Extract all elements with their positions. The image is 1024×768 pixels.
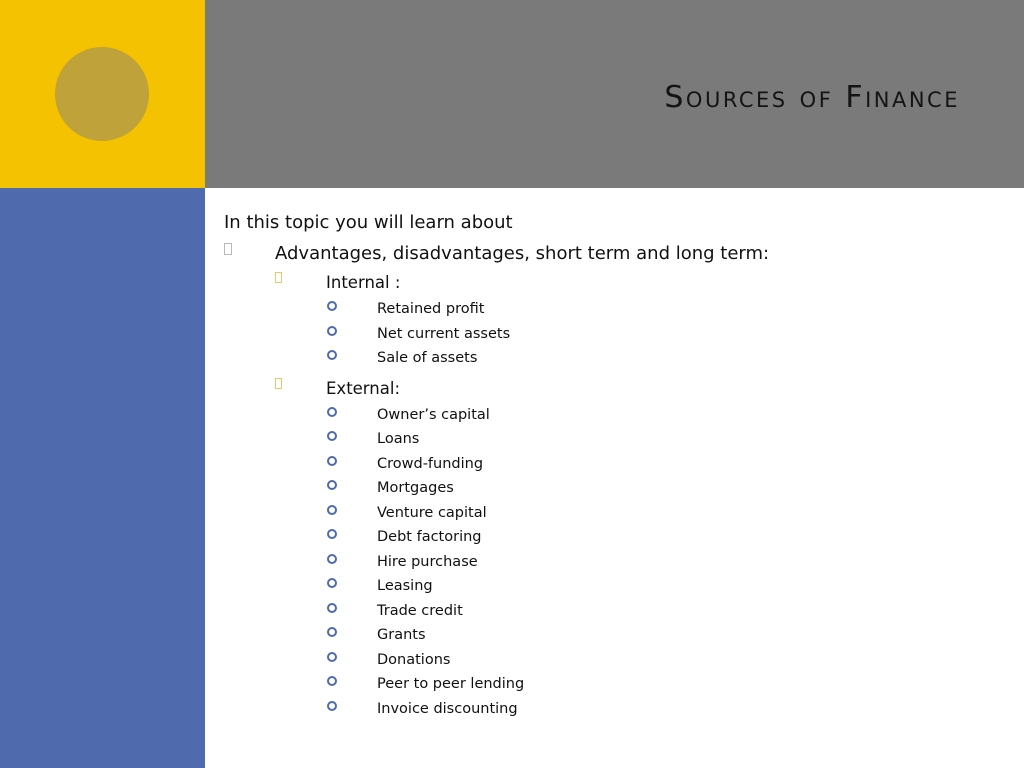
group-external (224, 377, 1004, 401)
list-item (224, 574, 1004, 599)
topic-bullet (224, 241, 1004, 267)
internal-sources-list (224, 297, 1004, 371)
list-item-label: Invoice discounting (377, 700, 518, 717)
topic-text: Advantages, disadvantages, short term and long term: (275, 243, 770, 264)
ring-bullet-icon (327, 603, 337, 613)
list-item (224, 452, 1004, 477)
group-internal (224, 271, 1004, 295)
list-item-label: Owner’s capital (377, 406, 490, 423)
ring-bullet-icon (327, 326, 337, 336)
bullet-icon (275, 378, 282, 389)
ring-bullet-icon (327, 350, 337, 360)
slide-title: Sources of Finance (664, 80, 960, 115)
list-item-label: Mortgages (377, 480, 454, 496)
ring-bullet-icon (327, 676, 337, 686)
list-item-label: Donations (377, 651, 451, 668)
group-heading-external: External: (326, 378, 401, 398)
list-item-label: Debt factoring (377, 529, 482, 545)
list-item (224, 697, 1004, 722)
list-item (224, 322, 1004, 347)
list-item (224, 599, 1004, 624)
list-item (224, 501, 1004, 526)
circle-decoration (55, 47, 149, 141)
list-item-label: Sale of assets (377, 350, 478, 366)
ring-bullet-icon (327, 578, 337, 588)
list-item (224, 648, 1004, 673)
bullet-icon (275, 272, 282, 283)
ring-bullet-icon (327, 701, 337, 711)
list-item (224, 623, 1004, 648)
list-item (224, 476, 1004, 501)
list-item-label: Leasing (377, 578, 433, 594)
ring-bullet-icon (327, 554, 337, 564)
ring-bullet-icon (327, 652, 337, 662)
list-item-label: Loans (377, 431, 420, 447)
list-item-label: Venture capital (377, 504, 487, 521)
title-bar (205, 0, 1024, 188)
list-item (224, 403, 1004, 428)
list-item-label: Trade credit (377, 602, 463, 619)
ring-bullet-icon (327, 529, 337, 539)
corner-accent-block (0, 0, 205, 188)
external-sources-list (224, 403, 1004, 722)
slide-content (224, 210, 1004, 727)
list-item-label: Retained profit (377, 301, 485, 317)
list-item-label: Grants (377, 627, 426, 643)
list-item-label: Net current assets (377, 325, 511, 342)
ring-bullet-icon (327, 407, 337, 417)
bullet-icon (224, 243, 232, 255)
intro-text: In this topic you will learn about (224, 212, 513, 233)
list-item-label: Crowd-funding (377, 455, 484, 472)
list-item (224, 427, 1004, 452)
list-item (224, 346, 1004, 371)
ring-bullet-icon (327, 456, 337, 466)
ring-bullet-icon (327, 301, 337, 311)
ring-bullet-icon (327, 505, 337, 515)
list-item (224, 297, 1004, 322)
list-item-label: Hire purchase (377, 553, 478, 570)
left-sidebar-block (0, 188, 205, 768)
list-item-label: Peer to peer lending (377, 676, 525, 692)
list-item (224, 550, 1004, 575)
list-item (224, 525, 1004, 550)
group-heading-internal: Internal : (326, 273, 401, 292)
ring-bullet-icon (327, 480, 337, 490)
list-item (224, 672, 1004, 697)
ring-bullet-icon (327, 627, 337, 637)
ring-bullet-icon (327, 431, 337, 441)
